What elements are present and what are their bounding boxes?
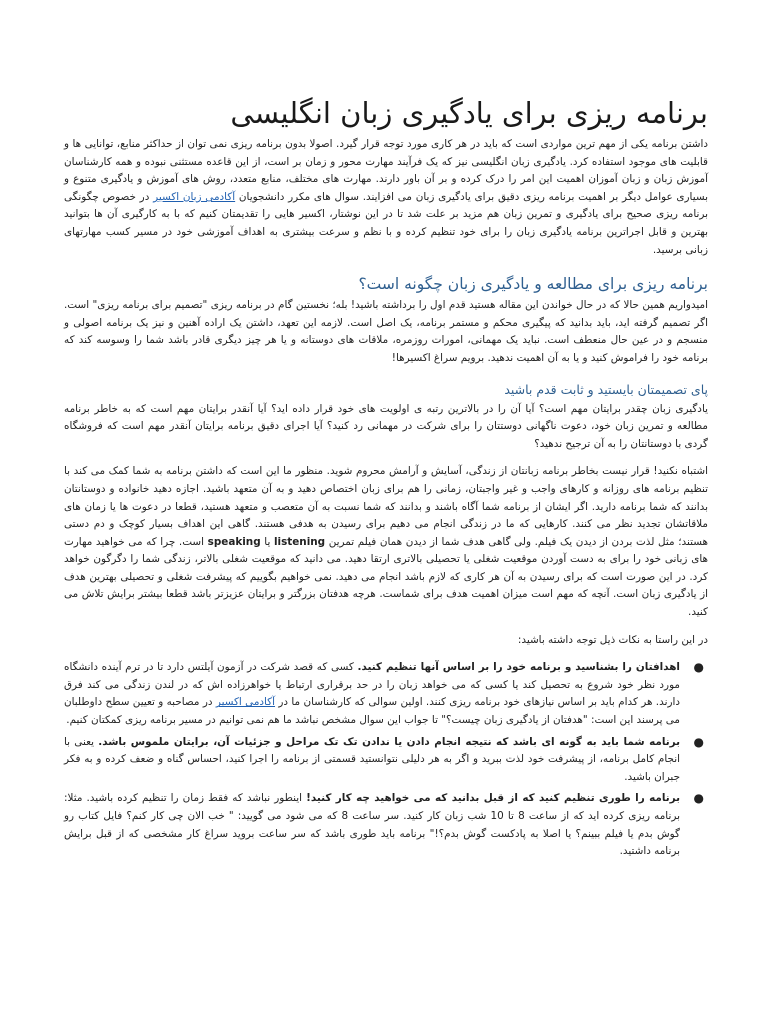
intro-text-2: در خصوص چگونگی برنامه ریزی صحیح برای یادگیری و تمرین زبان هم مزید بر علت شد تا در این نوشتار، اکسیر هایی را تقدیمتان کنیم که با به کارگیری آن ها بتوانید بهترین و قابل اجراترین برنامه یادگیری زبان را برای خود تنظیم کرده و با نظم و سرعت بیشتری به اهداف آموزشی خود در مسیر کسب مهارتهای زبانی برسید. [64, 190, 708, 256]
list-item [64, 790, 704, 860]
subsection-heading-commitment: پای تصمیمتان بایستید و ثابت قدم باشید [504, 381, 708, 397]
commitment-paragraph-1: یادگیری زبان چقدر برایتان مهم است؟ آیا آن را در بالاترین رتبه ی اولویت های خود قرار داده اید؟ آیا آنقدر برایتان مهم است که به خاطر برنامه مطالعه و تمرین زبان خود، دعوت ناگهانی دوستتان را برای شرکت در مهمانی رد کنید؟ آیا اجرای دقیق برنامه برایتان آنقدر مهم است که فروشگاه گردی با دوستانتان را به آن ترجیح ندهید؟ [64, 402, 708, 450]
list-item [64, 734, 704, 787]
bullet-icon: ● [693, 660, 704, 675]
tip-text-2: در مصاحبه و تعیین سطح داوطلبان می پرسند این است: "هدفتان از یادگیری زبان چیست؟" تا جواب این سوال مشخص نباشد ما هم نمی توانیم در مسیر برنامه ریزی کمکتان کنیم. [64, 696, 680, 727]
bullet-icon: ● [693, 791, 704, 806]
keyword-speaking: speaking [207, 535, 261, 548]
document-title: برنامه ریزی برای یادگیری زبان انگلیسی [230, 96, 708, 130]
tip-bold: برنامه شما باید به گونه ای باشد که نتیجه انجام دادن یا ندادن تک تک مراحل و جزئیات آن، برایتان ملموس باشد. [98, 735, 681, 748]
commitment-text-b: است. چرا که می خواهید مهارت های زبانی خود را برای به دست آوردن موقعیت شغلی یا تحصیلی بالاتری ارتقا دهید. می دانید که موقعیت شغلی بالاتر، زندگی شما را دگرگون خواهد کرد. در این صورت است که برای رسیدن به آن هر کاری که لازم باشد انجام می دهید. نمی خواهیم بگوییم که پیشرفت شغلی و تحصیلی بهترین هدف از یادگیری زبان است. آنچه که مهم است میزان اهمیت هدف برای شماست. هرچه هدفتان بزرگتر و برایتان عزیزتر باشد قطعا بیشتر برایش تلاش می کنید. [64, 535, 708, 619]
commitment-paragraph-2 [64, 463, 708, 621]
tip-bold: اهدافتان را بشناسید و برنامه خود را بر اساس آنها تنظیم کنید. [357, 661, 680, 674]
academy-link-2[interactable]: آکادمی اکسیر [215, 696, 276, 709]
list-item [64, 659, 704, 729]
tips-intro-line: در این راستا به نکات ذیل توجه داشته باشید: [517, 633, 708, 646]
tip-text: کسی که قصد شرکت در آزمون آیلتس دارد تا در ترم آینده دانشگاه مورد نظر خود شروع به تحصیل کند یا کسی که می خواهد زبان را در حد برقراری ارتباط یا خواهرزاده اش که در لندن زندگی می کند فرق دارند. هر کدام باید بر اساس نیازهای خود برنامه ریزی کنند. اولین سوالی که کارشناسان ما در [64, 661, 680, 709]
tips-list [64, 659, 708, 861]
intro-text-1: داشتن برنامه یکی از مهم ترین مواردی است که باید در هر کاری مورد توجه قرار گیرد. اصولا بدون برنامه ریزی نمی توان از حداکثر منابع، توانایی ها و قابلیت های موجود استفاده کرد. یادگیری زبان انگلیسی نیز که یک فرآیند مهارت محور و زمان بر است، از این قاعده مستثنی نبوده و همه کارشناسان آموزش زبان و زبان آموزان اهمیت این امر را درک کرده و بر آن باور دارند. مهارت های مختلف، منابع متعدد، روش های آموزش و یادگیری متنوع و بسیاری عوامل دیگر بر اهمیت برنامه ریزی دقیق برای یادگیری زبان می افزایند. سوال های مکرر دانشجویان [64, 138, 709, 203]
bullet-icon: ● [693, 734, 704, 749]
keyword-listening: listening [273, 535, 326, 548]
tip-text: یعنی با انجام کامل برنامه، از پیشرفت خود لذت ببرید و اگر به هر دلیلی نتوانستید قسمتی از برنامه را اجرا کنید، احساس گناه و ضعف کرده و به فکر جبران باشید. [64, 735, 680, 783]
tip-text: اینطور نباشد که فقط زمان را تنظیم کرده باشید. مثلا: برنامه ریزی کرده اید که از ساعت 8 تا 10 شب زبان کار کنید. سر ساعت 8 که می شود می گویید: " خب الان چی کار کنم؟ فایل کتاب رو گوش بدم یا فیلم ببینم؟ یا اصلا به پادکست گوش بدم؟!" برنامه باید طوری باشد که سر ساعت بروید سراغ کار مشخصی که از قبل برایش برنامه داشتید. [64, 792, 680, 858]
commitment-text-a: اشتباه نکنید! قرار نیست بخاطر برنامه زبانتان از زندگی، آسایش و آرامش محروم شوید. منظور ما این است که داشتن برنامه به شما کمک می کند با تنظیم برنامه های روزانه و کارهای واجب و غیر واجبتان، زمانی را هم برای زبان اختصاص دهید و به آن متعهد باشید. اجازه دهید خانواده و دوستانتان بدانند که شما برنامه دارید. اگر ایشان از برنامه شما آگاه باشند و بدانند که شما نسبت به آن متعصب و متعهد هستید، قطعا در دعوت ها یا زمان های ملاقاتشان تجدید نظر می کنند. کارهایی که ما در زندگی انجام می دهیم برای رسیدن به هدفی هستند. گاهی این اهداف بسیار کوچک و دم دستی هستند؛ مثل لذت بردن از دیدن یک فیلم. ولی گاهی هدف شما از دیدن همان فیلم تمرین [64, 465, 708, 548]
academy-link[interactable]: آکادمی زبان اکسیر [153, 190, 236, 203]
section-heading-planning: برنامه ریزی برای مطالعه و یادگیری زبان چگونه است؟ [358, 275, 708, 294]
section-planning-paragraph: امیدواریم همین حالا که در حال خواندن این مقاله هستید قدم اول را برداشته باشید! بله؛ نخستین گام در برنامه ریزی "تصمیم برای برنامه ریزی" است. اگر تصمیم گرفته اید، باید بدانید که پیگیری محکم و مستمر برنامه، یک اصل است. لازمه این تعهد، داشتن یک اراده آهنین و نیز یک برنامه اصولی و منسجم و در عین حال منعطف است. نباید یک مهمانی، امورات روزمره، ملاقات های دوستانه و یا هر چیز دیگری قادر باشد شما را وسوسه کند که برنامه خود را فراموش کنید و یا به آن اهمیت ندهید. برویم سراغ اکسیرها! [64, 299, 708, 364]
tip-bold: برنامه را طوری تنظیم کنید که از قبل بدانید که می خواهید چه کار کنید! [306, 792, 681, 805]
intro-paragraph [64, 136, 708, 259]
commitment-and: یا [264, 535, 271, 548]
